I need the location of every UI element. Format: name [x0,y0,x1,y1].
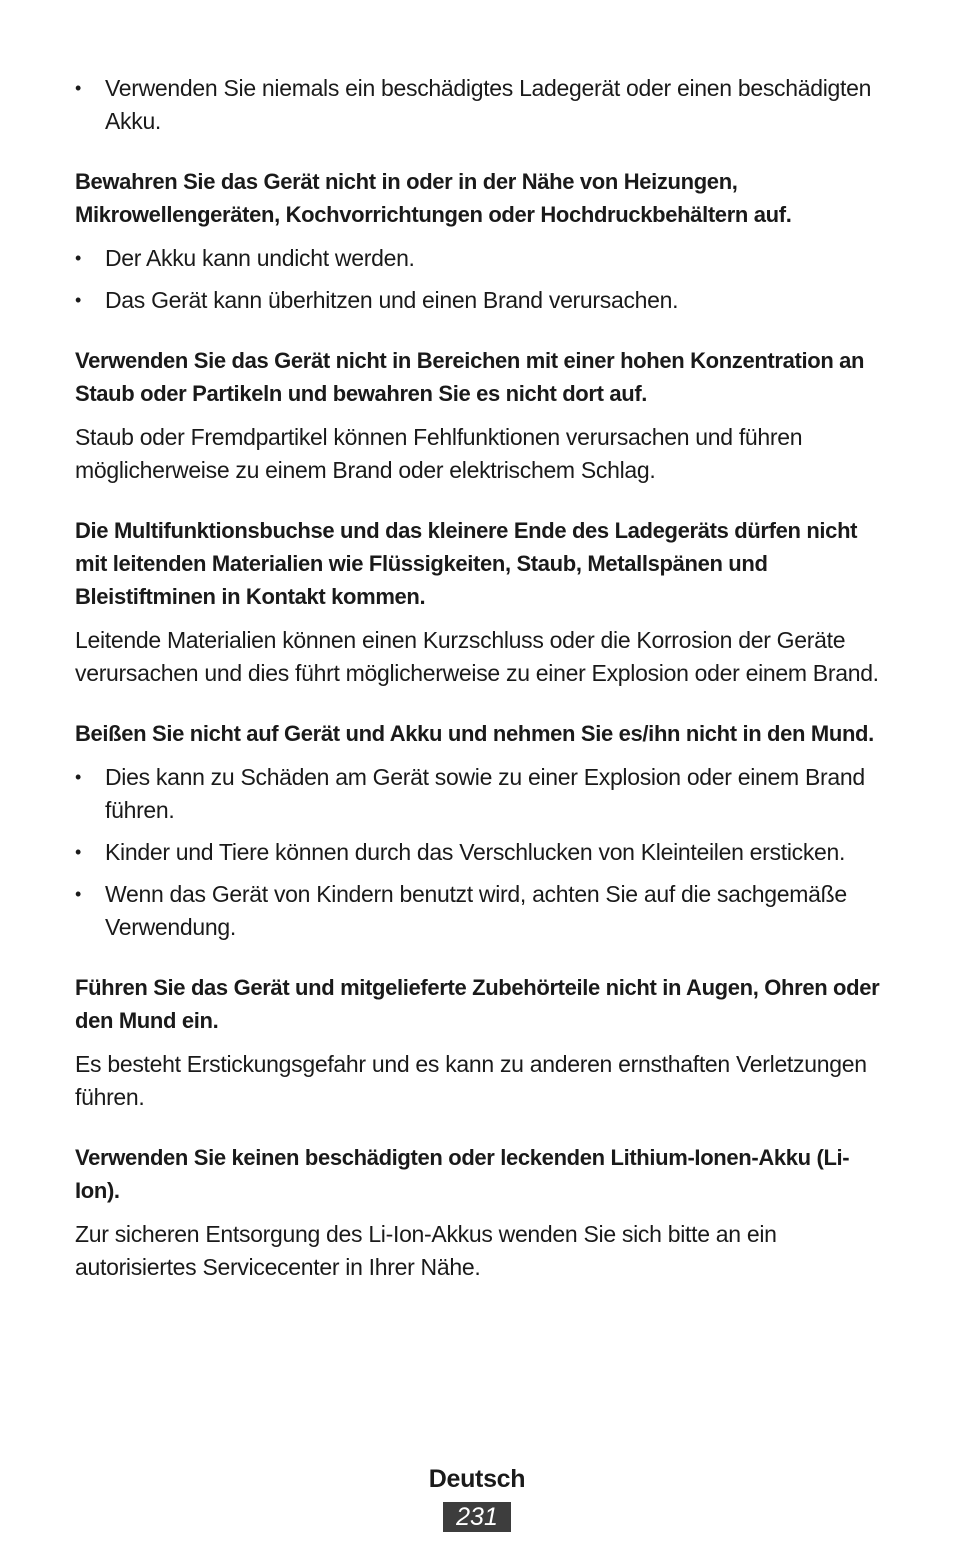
section-body-dust: Staub oder Fremdpartikel können Fehlfunktionen verursachen und führen möglicherweise zu einem Brand oder elektrischem Schlag. [75,424,803,483]
bullet-text: Kinder und Tiere können durch das Verschlucken von Kleinteilen ersticken. [105,839,846,865]
footer-language: Deutsch [428,1465,526,1493]
list-item [75,242,885,275]
bullet-icon: • [75,78,82,98]
list-item [75,878,885,944]
bullet-text: Verwenden Sie niemals ein beschädigtes Ladegerät oder einen beschädigten Akku. [105,75,872,134]
section-heading-conductive-materials: Die Multifunktionsbuchse und das kleinere Ende des Ladegeräts dürfen nicht mit leitenden Materialien wie Flüssigkeiten, Staub, Metallspänen und Bleistiftminen in Kontakt kommen. [75,518,858,609]
bullet-icon: • [75,767,82,787]
list-item [75,284,885,317]
intro-bullet-list [75,72,885,138]
list-item [75,761,885,827]
list-item [75,836,885,869]
bullet-text: Wenn das Gerät von Kindern benutzt wird, achten Sie auf die sachgemäße Verwendung. [105,881,847,940]
section-heading-do-not-bite: Beißen Sie nicht auf Gerät und Akku und nehmen Sie es/ihn nicht in den Mund. [75,721,874,746]
bullet-icon: • [75,842,82,862]
page-footer [0,1462,954,1532]
bullet-text: Der Akku kann undicht werden. [105,245,415,271]
bullet-icon: • [75,884,82,904]
section-heading-heat-sources: Bewahren Sie das Gerät nicht in oder in der Nähe von Heizungen, Mikrowellengeräten, Kochvorrichtungen oder Hochdruckbehältern auf. [75,169,792,227]
list-item [75,72,885,138]
heat-sources-bullet-list [75,242,885,317]
page-number-badge: 231 [443,1502,511,1532]
bullet-icon: • [75,290,82,310]
section-body-eyes-ears-mouth: Es besteht Erstickungsgefahr und es kann zu anderen ernsthaften Verletzungen führen. [75,1051,867,1110]
bullet-icon: • [75,248,82,268]
section-heading-li-ion-battery: Verwenden Sie keinen beschädigten oder leckenden Lithium-Ionen-Akku (Li-Ion). [75,1145,850,1203]
section-body-conductive-materials: Leitende Materialien können einen Kurzschluss oder die Korrosion der Geräte verursachen und dies führt möglicherweise zu einer Explosion oder einem Brand. [75,627,879,686]
do-not-bite-bullet-list [75,761,885,944]
bullet-text: Das Gerät kann überhitzen und einen Brand verursachen. [105,287,679,313]
bullet-text: Dies kann zu Schäden am Gerät sowie zu einer Explosion oder einem Brand führen. [105,764,865,823]
section-body-li-ion-battery: Zur sicheren Entsorgung des Li-Ion-Akkus wenden Sie sich bitte an ein autorisiertes Servicecenter in Ihrer Nähe. [75,1221,777,1280]
section-heading-eyes-ears-mouth: Führen Sie das Gerät und mitgelieferte Zubehörteile nicht in Augen, Ohren oder den Mund ein. [75,975,880,1033]
section-heading-dust: Verwenden Sie das Gerät nicht in Bereichen mit einer hohen Konzentration an Staub oder Partikeln und bewahren Sie es nicht dort auf. [75,348,865,406]
document-page [75,72,885,1284]
